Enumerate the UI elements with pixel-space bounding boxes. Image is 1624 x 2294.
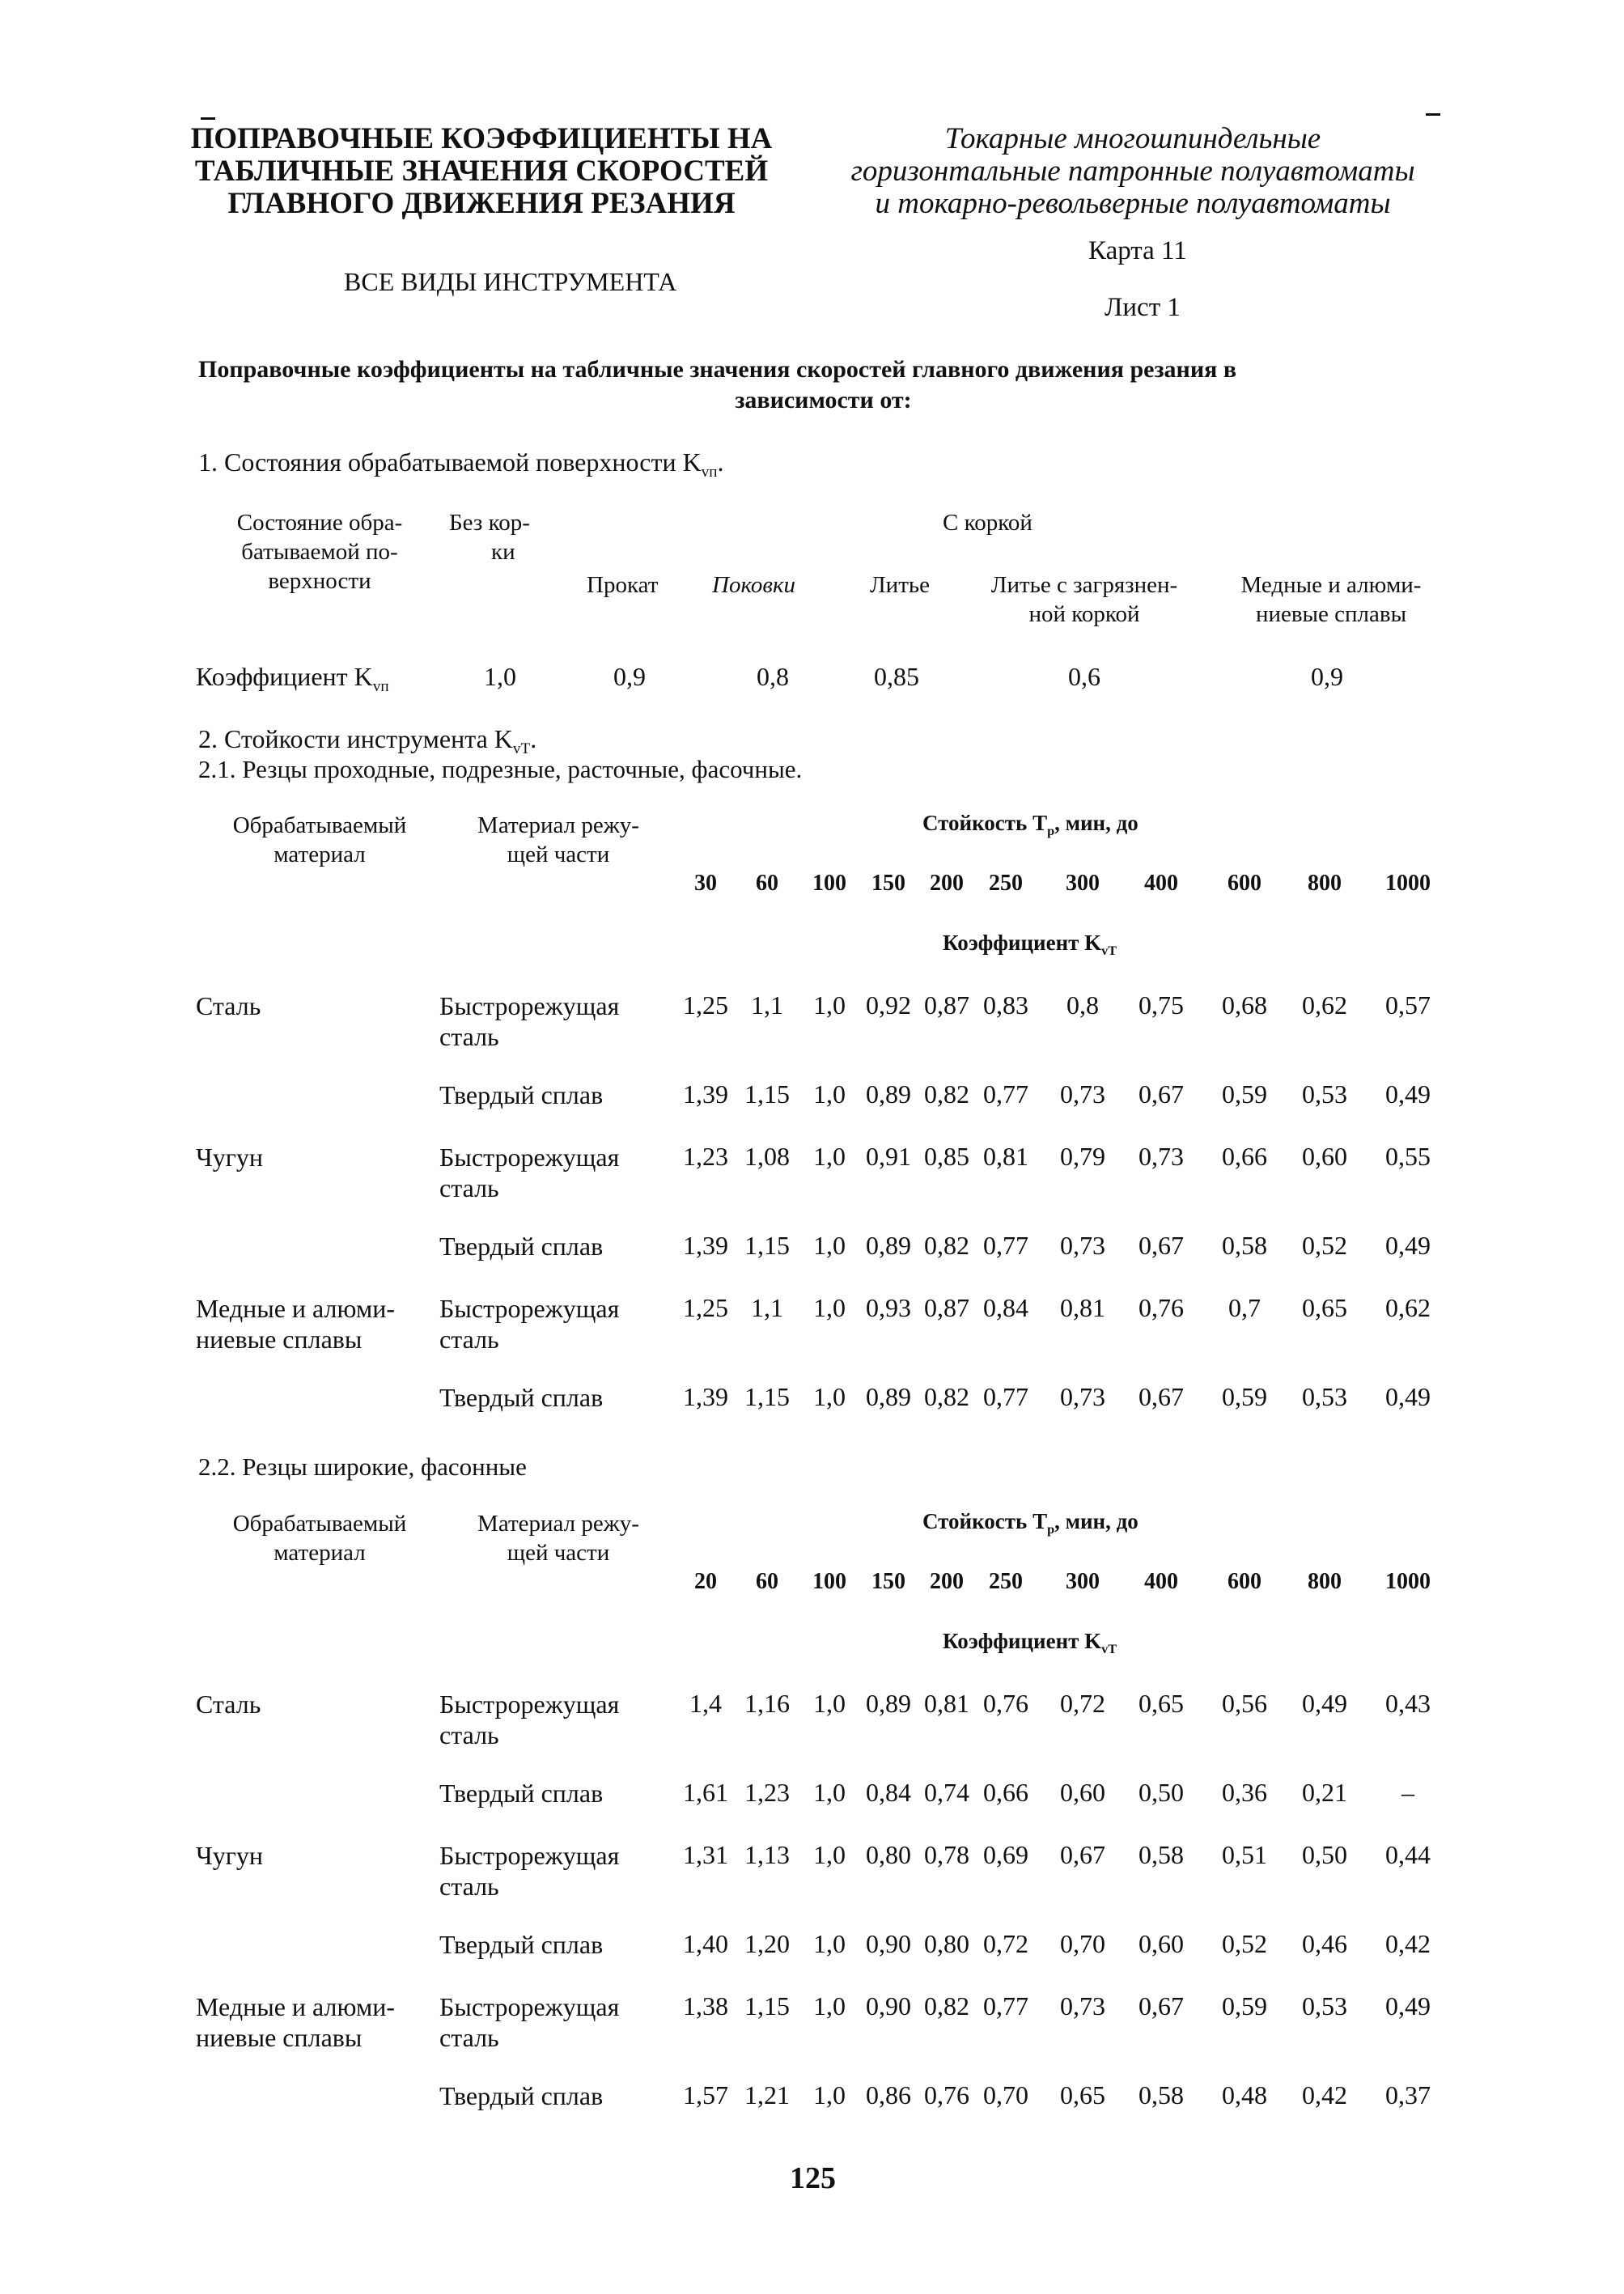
row-tool-line: Быстрорежущая <box>439 1841 620 1870</box>
row-material <box>196 1293 395 1355</box>
row-material-line: ниевые сплавы <box>196 1325 363 1354</box>
table-head-life-sub: p <box>1047 823 1055 838</box>
row-tool-line: Твердый сплав <box>439 1232 604 1261</box>
coef-cell: 1,0 <box>813 1689 846 1718</box>
coef-cell: 0,70 <box>1060 1929 1105 1958</box>
coef-cell: 0,72 <box>1060 1689 1105 1718</box>
table-head-life-text: Стойкость T <box>922 811 1048 835</box>
card-number: Карта 11 <box>1088 236 1187 265</box>
section1-title <box>198 447 724 481</box>
row-material-line: Медные и алюми- <box>196 1294 396 1323</box>
coef-cell: 1,31 <box>683 1840 728 1869</box>
coef-cell: 0,58 <box>1138 1840 1184 1869</box>
coef-cell: 0,74 <box>924 1778 969 1807</box>
row-tool-material <box>439 1079 603 1110</box>
coef-cell: 0,49 <box>1302 1689 1347 1718</box>
sheet-number: Лист 1 <box>1105 293 1181 322</box>
table-head-line: Обрабатываемый <box>232 812 407 838</box>
coef-cell: 0,79 <box>1060 1142 1105 1171</box>
time-column-header: 1000 <box>1385 1569 1431 1594</box>
coef-cell: 1,61 <box>683 1778 728 1807</box>
s1-col-rolled: Прокат <box>587 572 659 598</box>
s1-row-label-sub: vп <box>372 677 389 695</box>
coef-cell: 0,73 <box>1060 1079 1105 1109</box>
coef-cell: 0,89 <box>866 1382 911 1411</box>
coef-cell: 0,73 <box>1060 1991 1105 2021</box>
coef-cell: 0,82 <box>924 1991 969 2021</box>
coef-cell: 0,76 <box>983 1689 1028 1718</box>
coef-cell: 0,55 <box>1385 1142 1431 1171</box>
table-head-coef <box>943 1629 1117 1654</box>
row-tool-line: Быстрорежущая <box>439 991 620 1020</box>
row-tool-line: сталь <box>439 1325 499 1354</box>
coef-cell: 0,85 <box>924 1142 969 1171</box>
coef-cell: 1,16 <box>744 1689 790 1718</box>
table-head-material <box>206 811 433 869</box>
section1-title-end: . <box>717 447 724 477</box>
coef-cell: 0,87 <box>924 990 969 1020</box>
coef-cell: 0,67 <box>1060 1840 1105 1869</box>
corner-mark-left <box>201 117 215 120</box>
coef-cell: 0,86 <box>866 2080 911 2110</box>
s1-value: 0,6 <box>1068 662 1100 691</box>
coef-cell: 0,53 <box>1302 1079 1347 1109</box>
coef-cell: 0,77 <box>983 1991 1028 2021</box>
intro-line: Поправочные коэффициенты на табличные значения скоростей главного движения резания в <box>198 356 1237 383</box>
coef-cell: 0,43 <box>1385 1689 1431 1718</box>
table-head-tool <box>453 811 664 869</box>
s1-head-with-crust: С коркой <box>943 510 1032 536</box>
coef-cell: 0,90 <box>866 1991 911 2021</box>
coef-cell: 0,50 <box>1302 1840 1347 1869</box>
coef-cell: 1,0 <box>813 1929 846 1958</box>
coef-cell: 0,77 <box>983 1079 1028 1109</box>
coef-cell: – <box>1401 1778 1414 1807</box>
coef-cell: 0,82 <box>924 1231 969 1260</box>
coef-cell: 0,77 <box>983 1231 1028 1260</box>
coef-cell: 1,0 <box>813 1382 846 1411</box>
table-head-coef-text: Коэффициент K <box>943 1629 1102 1653</box>
coef-cell: 0,46 <box>1302 1929 1347 1958</box>
coef-cell: 0,82 <box>924 1079 969 1109</box>
row-tool-line: Твердый сплав <box>439 1930 604 1959</box>
corner-mark-right <box>1426 113 1440 116</box>
coef-cell: 0,76 <box>924 2080 969 2110</box>
table-head-coef-text: Коэффициент K <box>943 931 1102 955</box>
coef-cell: 0,52 <box>1222 1929 1267 1958</box>
coef-cell: 1,08 <box>744 1142 790 1171</box>
coef-cell: 1,0 <box>813 1778 846 1807</box>
row-tool-material <box>439 1231 603 1261</box>
coef-cell: 0,48 <box>1222 2080 1267 2110</box>
coef-cell: 0,62 <box>1385 1293 1431 1322</box>
coef-cell: 0,76 <box>1138 1293 1184 1322</box>
card-title <box>158 123 805 220</box>
table-head-line: Материал режу- <box>477 812 639 838</box>
coef-cell: 1,39 <box>683 1231 728 1260</box>
time-column-header: 60 <box>756 1569 778 1594</box>
s1-value: 0,85 <box>874 662 919 691</box>
coef-cell: 0,87 <box>924 1293 969 1322</box>
coef-cell: 1,0 <box>813 1991 846 2021</box>
coef-cell: 0,57 <box>1385 990 1431 1020</box>
time-column-header: 1000 <box>1385 871 1431 896</box>
s1-col-forgings: Поковки <box>712 572 796 598</box>
coef-cell: 0,51 <box>1222 1840 1267 1869</box>
section2-title <box>198 724 537 757</box>
coef-cell: 0,72 <box>983 1929 1028 1958</box>
coef-cell: 0,92 <box>866 990 911 1020</box>
section1-title-sub: vп <box>701 463 718 481</box>
coef-cell: 0,81 <box>983 1142 1028 1171</box>
coef-cell: 0,69 <box>983 1840 1028 1869</box>
time-column-header: 200 <box>930 871 964 896</box>
machine-type-line: и токарно-револьверные полуавтоматы <box>875 187 1391 220</box>
s1-row-label <box>196 662 389 695</box>
coef-cell: 0,8 <box>1066 990 1099 1020</box>
time-column-header: 150 <box>871 871 905 896</box>
row-material-line: Сталь <box>196 991 261 1020</box>
table-head-coef-sub: vT <box>1101 1641 1117 1656</box>
coef-cell: 1,0 <box>813 990 846 1020</box>
row-tool-line: сталь <box>439 2023 499 2052</box>
row-material-line: Медные и алюми- <box>196 1992 396 2021</box>
time-column-header: 150 <box>871 1569 905 1594</box>
coef-cell: 0,81 <box>1060 1293 1105 1322</box>
coef-cell: 1,0 <box>813 1293 846 1322</box>
s1-col-casting: Литье <box>870 572 930 598</box>
coef-cell: 0,50 <box>1138 1778 1184 1807</box>
s1-head-line: Без кор- <box>449 510 530 536</box>
coef-cell: 0,49 <box>1385 1231 1431 1260</box>
row-tool-material <box>439 1142 619 1203</box>
coef-cell: 1,21 <box>744 2080 790 2110</box>
time-column-header: 60 <box>756 871 778 896</box>
row-tool-line: Твердый сплав <box>439 2081 604 2110</box>
table-head-life <box>922 1509 1138 1537</box>
s1-row-label-text: Коэффициент K <box>196 662 373 691</box>
coef-cell: 1,0 <box>813 1079 846 1109</box>
coef-cell: 1,39 <box>683 1079 728 1109</box>
row-tool-line: Твердый сплав <box>439 1383 604 1412</box>
coef-cell: 0,89 <box>866 1231 911 1260</box>
row-material-line: Чугун <box>196 1841 264 1870</box>
coef-cell: 1,23 <box>744 1778 790 1807</box>
table-head-life-text: Стойкость T <box>922 1509 1048 1533</box>
row-tool-line: Твердый сплав <box>439 1779 604 1808</box>
row-material <box>196 1689 261 1719</box>
table-head-line: щей части <box>507 842 610 867</box>
table-head-life <box>922 811 1138 836</box>
coef-cell: 0,78 <box>924 1840 969 1869</box>
coef-cell: 0,67 <box>1138 1991 1184 2021</box>
coef-cell: 1,15 <box>744 1991 790 2021</box>
s1-col-cu-al <box>1214 570 1448 629</box>
s1-value: 0,9 <box>613 662 646 691</box>
card-title-line: ПОПРАВОЧНЫЕ КОЭФФИЦИЕНТЫ НА <box>190 122 773 155</box>
table-head-life-end: , мин, до <box>1054 811 1138 835</box>
row-material-line: ниевые сплавы <box>196 2023 363 2052</box>
row-material <box>196 1142 263 1172</box>
coef-cell: 0,83 <box>983 990 1028 1020</box>
table-head-line: щей части <box>507 1540 610 1566</box>
coef-cell: 0,56 <box>1222 1689 1267 1718</box>
row-tool-line: сталь <box>439 1872 499 1901</box>
time-column-header: 250 <box>989 871 1023 896</box>
coef-cell: 0,53 <box>1302 1382 1347 1411</box>
row-material <box>196 1840 263 1871</box>
coef-cell: 0,49 <box>1385 1079 1431 1109</box>
time-column-header: 300 <box>1066 1569 1100 1594</box>
coef-cell: 0,65 <box>1060 2080 1105 2110</box>
coef-cell: 0,52 <box>1302 1231 1347 1260</box>
coef-cell: 0,58 <box>1222 1231 1267 1260</box>
coef-cell: 0,58 <box>1138 2080 1184 2110</box>
table-head-life-end: , мин, до <box>1054 1509 1138 1533</box>
s1-head-line: батываемой по- <box>241 539 398 565</box>
row-tool-material <box>439 1382 603 1413</box>
coef-cell: 1,15 <box>744 1382 790 1411</box>
coef-cell: 0,65 <box>1138 1689 1184 1718</box>
coef-cell: 0,77 <box>983 1382 1028 1411</box>
intro-text <box>198 354 1448 416</box>
time-column-header: 300 <box>1066 871 1100 896</box>
time-column-header: 600 <box>1228 871 1261 896</box>
machine-type-line: горизонтальные патронные полуавтоматы <box>850 155 1415 188</box>
coef-cell: 0,89 <box>866 1689 911 1718</box>
coef-cell: 0,60 <box>1302 1142 1347 1171</box>
section2-title-text: 2. Стойкости инструмента K <box>198 724 513 753</box>
section22-title: 2.2. Резцы широкие, фасонные <box>198 1452 527 1481</box>
coef-cell: 0,84 <box>866 1778 911 1807</box>
coef-cell: 0,89 <box>866 1079 911 1109</box>
coef-cell: 0,80 <box>924 1929 969 1958</box>
time-column-header: 100 <box>812 871 846 896</box>
coef-cell: 0,66 <box>1222 1142 1267 1171</box>
coef-cell: 0,84 <box>983 1293 1028 1322</box>
s1-head-no-crust <box>449 508 530 566</box>
coef-cell: 0,42 <box>1302 2080 1347 2110</box>
coef-cell: 0,93 <box>866 1293 911 1322</box>
section1-title-text: 1. Состояния обрабатываемой поверхности K <box>198 447 702 477</box>
s1-head-line: ной коркой <box>1028 601 1140 627</box>
time-column-header: 400 <box>1144 871 1178 896</box>
coef-cell: 0,67 <box>1138 1231 1184 1260</box>
card-title-line: ТАБЛИЧНЫЕ ЗНАЧЕНИЯ СКОРОСТЕЙ <box>194 155 769 188</box>
coef-cell: 1,1 <box>751 990 783 1020</box>
row-tool-line: Быстрорежущая <box>439 1690 620 1719</box>
row-tool-line: сталь <box>439 1022 499 1051</box>
coef-cell: 0,66 <box>983 1778 1028 1807</box>
coef-cell: 0,59 <box>1222 1079 1267 1109</box>
row-tool-line: сталь <box>439 1173 499 1202</box>
coef-cell: 1,57 <box>683 2080 728 2110</box>
machine-type-title <box>809 123 1457 220</box>
row-tool-material <box>439 2080 603 2111</box>
card-title-line: ГЛАВНОГО ДВИЖЕНИЯ РЕЗАНИЯ <box>227 187 736 220</box>
s1-head-line: Медные и алюми- <box>1240 572 1422 598</box>
coef-cell: 1,4 <box>689 1689 722 1718</box>
section2-title-end: . <box>530 724 537 753</box>
coef-cell: 0,73 <box>1138 1142 1184 1171</box>
time-column-header: 100 <box>812 1569 846 1594</box>
s1-head-line: ниевые сплавы <box>1255 601 1407 627</box>
s1-head-line: верхности <box>268 568 371 594</box>
coef-cell: 1,0 <box>813 1231 846 1260</box>
all-tools-label: ВСЕ ВИДЫ ИНСТРУМЕНТА <box>344 267 677 296</box>
time-column-header: 600 <box>1228 1569 1261 1594</box>
coef-cell: 0,53 <box>1302 1991 1347 2021</box>
coef-cell: 1,38 <box>683 1991 728 2021</box>
coef-cell: 1,25 <box>683 990 728 1020</box>
coef-cell: 0,37 <box>1385 2080 1431 2110</box>
coef-cell: 0,73 <box>1060 1231 1105 1260</box>
section21-title: 2.1. Резцы проходные, подрезные, расточные, фасочные. <box>198 755 803 783</box>
table-head-life-sub: p <box>1047 1521 1055 1537</box>
coef-cell: 1,23 <box>683 1142 728 1171</box>
row-tool-material <box>439 1991 619 2053</box>
time-column-header: 800 <box>1308 871 1342 896</box>
time-column-header: 20 <box>694 1569 717 1594</box>
row-tool-material <box>439 990 619 1052</box>
coef-cell: 1,0 <box>813 1142 846 1171</box>
coef-cell: 0,42 <box>1385 1929 1431 1958</box>
time-column-header: 200 <box>930 1569 964 1594</box>
table-head-coef-sub: vT <box>1101 943 1117 958</box>
table-head-line: Материал режу- <box>477 1511 639 1537</box>
coef-cell: 0,49 <box>1385 1991 1431 2021</box>
coef-cell: 1,20 <box>744 1929 790 1958</box>
s1-head-line: Литье с загрязнен- <box>990 572 1178 598</box>
row-tool-material <box>439 1778 603 1808</box>
coef-cell: 0,49 <box>1385 1382 1431 1411</box>
coef-cell: 1,15 <box>744 1231 790 1260</box>
table-head-line: материал <box>273 1540 366 1566</box>
time-column-header: 800 <box>1308 1569 1342 1594</box>
time-column-header: 400 <box>1144 1569 1178 1594</box>
coef-cell: 0,82 <box>924 1382 969 1411</box>
row-material-line: Сталь <box>196 1690 261 1719</box>
section2-title-sub: vT <box>512 740 531 757</box>
row-tool-line: Быстрорежущая <box>439 1294 620 1323</box>
coef-cell: 0,91 <box>866 1142 911 1171</box>
table-head-tool <box>453 1509 664 1567</box>
coef-cell: 1,1 <box>751 1293 783 1322</box>
row-material <box>196 990 261 1021</box>
s1-head-line: Состояние обра- <box>236 510 403 536</box>
coef-cell: 0,73 <box>1060 1382 1105 1411</box>
time-column-header: 250 <box>989 1569 1023 1594</box>
table-head-coef <box>943 931 1117 956</box>
page-number: 125 <box>790 2161 836 2195</box>
row-tool-line: Твердый сплав <box>439 1080 604 1109</box>
coef-cell: 0,75 <box>1138 990 1184 1020</box>
s1-col-dirty-casting <box>959 570 1210 629</box>
coef-cell: 0,81 <box>924 1689 969 1718</box>
coef-cell: 1,15 <box>744 1079 790 1109</box>
row-material <box>196 1991 395 2053</box>
coef-cell: 0,80 <box>866 1840 911 1869</box>
coef-cell: 1,39 <box>683 1382 728 1411</box>
coef-cell: 1,40 <box>683 1929 728 1958</box>
coef-cell: 0,44 <box>1385 1840 1431 1869</box>
time-column-header: 30 <box>694 871 717 896</box>
coef-cell: 0,59 <box>1222 1991 1267 2021</box>
row-tool-material <box>439 1840 619 1902</box>
coef-cell: 0,68 <box>1222 990 1267 1020</box>
table-head-line: материал <box>273 842 366 867</box>
s1-value: 1,0 <box>484 662 516 691</box>
coef-cell: 1,13 <box>744 1840 790 1869</box>
row-tool-material <box>439 1689 619 1750</box>
coef-cell: 0,62 <box>1302 990 1347 1020</box>
intro-line: зависимости от: <box>735 387 912 413</box>
coef-cell: 0,90 <box>866 1929 911 1958</box>
s1-value: 0,9 <box>1311 662 1343 691</box>
coef-cell: 0,65 <box>1302 1293 1347 1322</box>
coef-cell: 0,21 <box>1302 1778 1347 1807</box>
row-material-line: Чугун <box>196 1143 264 1172</box>
row-tool-line: сталь <box>439 1720 499 1749</box>
coef-cell: 0,67 <box>1138 1079 1184 1109</box>
row-tool-material <box>439 1929 603 1960</box>
s1-head-state <box>206 508 433 596</box>
coef-cell: 0,60 <box>1138 1929 1184 1958</box>
coef-cell: 1,0 <box>813 2080 846 2110</box>
row-tool-material <box>439 1293 619 1355</box>
coef-cell: 1,25 <box>683 1293 728 1322</box>
table-head-line: Обрабатываемый <box>232 1511 407 1537</box>
coef-cell: 1,0 <box>813 1840 846 1869</box>
coef-cell: 0,36 <box>1222 1778 1267 1807</box>
s1-head-line: ки <box>491 539 515 565</box>
coef-cell: 0,59 <box>1222 1382 1267 1411</box>
s1-value: 0,8 <box>757 662 789 691</box>
row-tool-line: Быстрорежущая <box>439 1992 620 2021</box>
machine-type-line: Токарные многошпиндельные <box>944 122 1321 155</box>
coef-cell: 0,67 <box>1138 1382 1184 1411</box>
coef-cell: 0,7 <box>1228 1293 1261 1322</box>
coef-cell: 0,70 <box>983 2080 1028 2110</box>
table-head-material <box>206 1509 433 1567</box>
coef-cell: 0,60 <box>1060 1778 1105 1807</box>
row-tool-line: Быстрорежущая <box>439 1143 620 1172</box>
